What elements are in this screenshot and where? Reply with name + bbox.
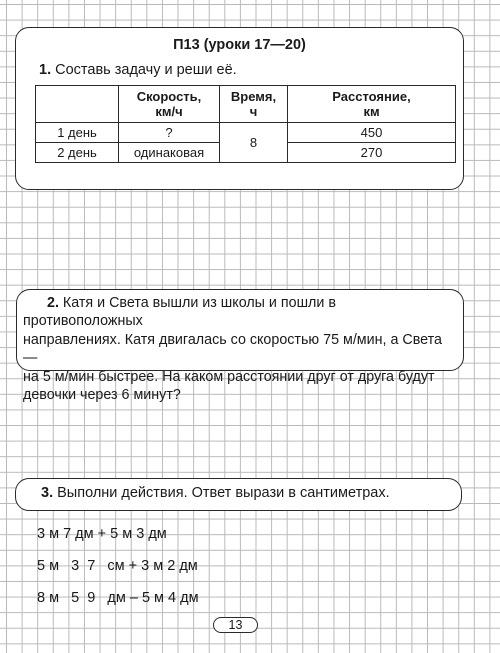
row-label: 1 день: [36, 123, 119, 143]
task2-number: 2.: [47, 295, 59, 311]
task2-text-line: девочки через 6 минут?: [23, 387, 181, 404]
task2-card: [16, 289, 464, 404]
row-distance: 450: [288, 123, 456, 143]
task2-text-line: Катя и Света вышли из школы и пошли в противоположных: [23, 295, 336, 330]
table-header-row: [36, 86, 456, 123]
task3-number: 3.: [41, 485, 54, 501]
task2-text-line: на 5 м/мин быстрее. На каком расстоянии друг от друга будут: [23, 368, 435, 385]
task3-statement: [41, 485, 390, 501]
section-title: П13 (уроки 17—20): [173, 37, 306, 53]
row-distance: 270: [288, 143, 456, 163]
header-speed-text: Скорость, км/ч: [136, 89, 202, 119]
task1-statement: [39, 62, 237, 78]
task3-card: [15, 478, 462, 511]
header-empty-cell: [36, 86, 119, 123]
expression: 3 м 7 дм + 5 м 3 дм: [37, 526, 167, 542]
task2-text-line: направлениях. Катя двигалась со скоростью 75 м/мин, а Света —: [23, 331, 442, 367]
task2-problem: [23, 294, 453, 404]
row-label: 2 день: [36, 143, 119, 163]
task3-text: Выполни действия. Ответ вырази в сантиметрах.: [57, 485, 390, 501]
task1-number: 1.: [39, 62, 52, 78]
row-speed: ?: [119, 123, 220, 143]
task1-text: Составь задачу и реши её.: [55, 62, 237, 78]
task1-table: [35, 85, 456, 163]
row-speed: одинаковая: [119, 143, 220, 163]
expression: 8 м 5 9 дм – 5 м 4 дм: [37, 590, 199, 606]
task1-card: [15, 27, 464, 190]
header-time-text: Время, ч: [230, 89, 277, 119]
header-speed: [119, 86, 220, 123]
page-number: 13: [213, 617, 258, 633]
task2-line: [23, 294, 453, 331]
table-row: [36, 123, 456, 143]
header-distance-text: Расстояние, км: [332, 89, 411, 119]
header-time: [220, 86, 288, 123]
header-distance: [288, 86, 456, 123]
expression: 5 м 3 7 см + 3 м 2 дм: [37, 558, 198, 574]
shared-time-cell: 8: [220, 123, 288, 163]
